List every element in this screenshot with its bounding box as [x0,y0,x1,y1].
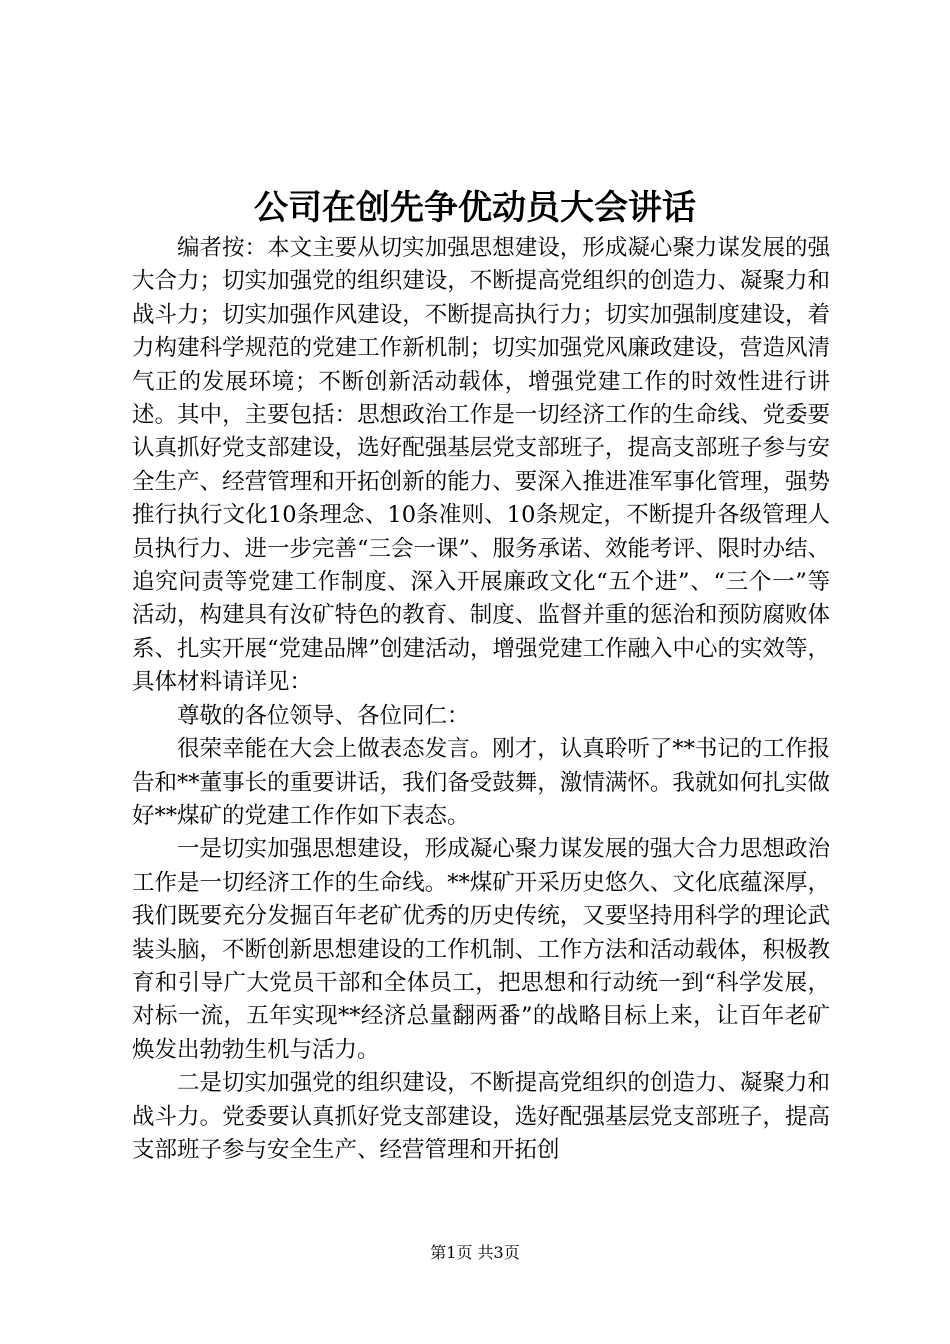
document-title: 公司在创先争优动员大会讲话 [254,188,696,228]
editor-note-paragraph: 编者按：本文主要从切实加强思想建设，形成凝心聚力谋发展的强大合力；切实加强党的组织建设，不断提高党组织的创造力、凝聚力和战斗力；切实加强作风建设，不断提高执行力；切实加强制度建设，着力构建科学规范的党建工作新机制；切实加强党风廉政建设，营造风清气正的发展环境；不断创新活动载体，增强党建工作的时效性进行讲述。其中，主要包括：思想政治工作是一切经济工作的生命线、党委要认真抓好党支部建设，选好配强基层党支部班子，提高支部班子参与安全生产、经营管理和开拓创新的能力、要深入推进准军事化管理，强势推行执行文化10条理念、10条准则、10条规定，不断提升各级管理人员执行力、进一步完善“三会一课”、服务承诺、效能考评、限时办结、追究问责等党建工作制度、深入开展廉政文化“五个进”、“三个一”等活动，构建具有汝矿特色的教育、制度、监督并重的惩治和预防腐败体系、扎实开展“党建品牌”创建活动，增强党建工作融入中心的实效等，具体材料请详见： [132,235,831,696]
page-number-footer: 第1页 共3页 [430,1243,520,1262]
point-two-paragraph: 二是切实加强党的组织建设，不断提高党组织的创造力、凝聚力和战斗力。党委要认真抓好党支部建设，选好配强基层党支部班子，提高支部班子参与安全生产、经营管理和开拓创 [132,1070,830,1163]
salutation-paragraph: 尊敬的各位领导、各位同仁： [177,702,470,729]
point-one-paragraph: 一是切实加强思想建设，形成凝心聚力谋发展的强大合力思想政治工作是一切经济工作的生命线。**煤矿开采历史悠久、文化底蕴深厚，我们既要充分发掘百年老矿优秀的历史传统，又要坚持用科学的理论武装头脑，不断创新思想建设的工作机制、工作方法和活动载体，积极教育和引导广大党员干部和全体员工，把思想和行动统一到“科学发展，对标一流，五年实现**经济总量翻两番”的战略目标上来，让百年老矿焕发出勃勃生机与活力。 [132,836,830,1063]
opening-paragraph: 很荣幸能在大会上做表态发言。刚才，认真聆听了**书记的工作报告和**董事长的重要讲话，我们备受鼓舞，激情满怀。我就如何扎实做好**煤矿的党建工作作如下表态。 [132,736,830,829]
document-body [132,232,830,1167]
